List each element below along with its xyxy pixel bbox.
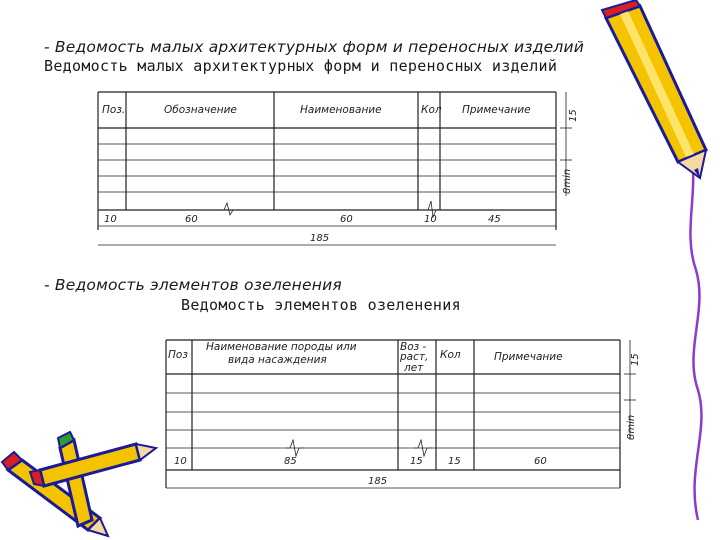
t1-col-designation: Обозначение (164, 104, 237, 116)
t2-dim-15: 15 (630, 353, 641, 366)
t2-dim-10: 10 (174, 456, 187, 467)
table-1 (98, 92, 579, 245)
t2-col-note: Примечание (494, 351, 563, 363)
t1-dim-10b: 10 (424, 214, 437, 225)
t2-dim-15b: 15 (448, 456, 461, 467)
section1-heading: - Ведомость малых архитектурных форм и переносных изделий (44, 38, 585, 56)
table-2 (166, 340, 641, 488)
t1-col-qty: Кол (421, 104, 442, 116)
section2-subheading: Ведомость элементов озеленения (181, 296, 461, 314)
t1-dim-60b: 60 (340, 214, 353, 225)
crossed-pencils-icon (2, 432, 156, 536)
t2-dim-total: 185 (368, 476, 388, 487)
t2-dim-8min: 8min (626, 414, 637, 440)
t2-col-age-3: лет (404, 362, 424, 374)
t1-dim-total: 185 (310, 233, 330, 244)
pencil-icon (602, 0, 706, 178)
t2-col-name-2: вида насаждения (228, 354, 327, 366)
page-edge-decoration (690, 150, 701, 520)
t1-dim-10: 10 (104, 214, 117, 225)
t1-dim-45: 45 (488, 214, 501, 225)
t2-col-qty: Кол (440, 349, 461, 361)
t2-dim-85: 85 (284, 456, 297, 467)
t1-col-note: Примечание (462, 104, 531, 116)
t2-dim-60: 60 (534, 456, 547, 467)
section1-subheading: Ведомость малых архитектурных форм и переносных изделий (44, 57, 558, 75)
t2-dim-15a: 15 (410, 456, 423, 467)
t1-col-pos: Поз. (102, 104, 126, 116)
t2-col-age-1: Воз - (400, 341, 427, 353)
t1-dim-15: 15 (568, 109, 579, 122)
t2-col-pos: Поз (168, 349, 188, 361)
t1-col-name: Наименование (300, 104, 382, 116)
t1-dim-60a: 60 (185, 214, 198, 225)
t2-col-age-2: раст, (400, 351, 429, 363)
t2-col-name-1: Наименование породы или (206, 341, 357, 353)
t1-dim-8min: 8min (562, 168, 573, 194)
section2-heading: - Ведомость элементов озеленения (44, 276, 342, 294)
